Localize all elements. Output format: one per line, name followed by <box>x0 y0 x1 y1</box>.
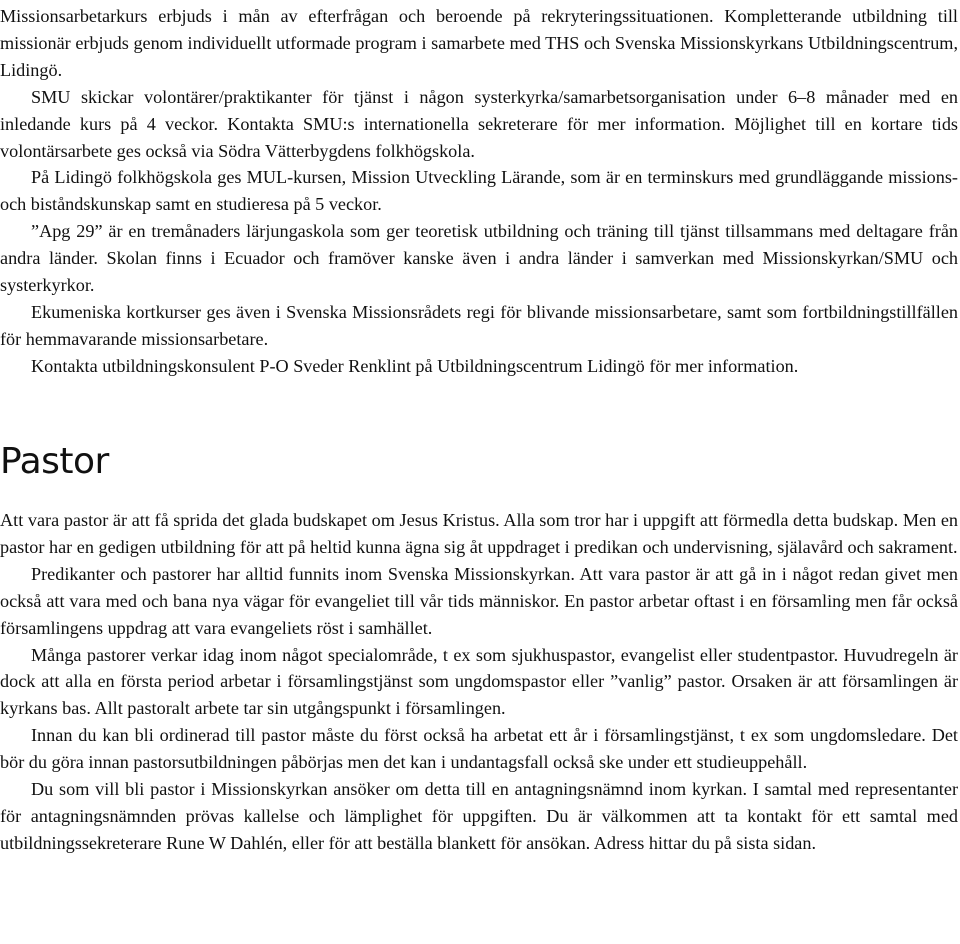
pastor-paragraph-3: Många pastorer verkar idag inom något specialområde, t ex som sjukhuspastor, evangelist eller studentpastor. Huvudregeln är dock att alla en första period arbetar i församlingstjänst som ungdomspastor eller ”vanlig” pastor. Orsaken är att församlingen är kyrkans bas. Allt pastoralt arbete tar sin utgångspunkt i församlingen. <box>0 644 958 719</box>
pastor-paragraph-1: Att vara pastor är att få sprida det glada budskapet om Jesus Kristus. Alla som tror har i uppgift att förmedla detta budskap. Men en pastor har en gedigen utbildning för att på heltid kunna ägna sig åt uppdraget i predikan och undervisning, själavård och sakrament. <box>0 510 958 557</box>
intro-paragraph-4: ”Apg 29” är en tremånaders lärjungaskola som ger teoretisk utbildning och träning till tjänst tillsammans med deltagare från andra länder. Skolan finns i Ecuador och framöver kanske även i andra länder i samverkan med Missionskyrkan/SMU och systerkyrkor. <box>0 221 958 296</box>
intro-paragraph-1: Missionsarbetarkurs erbjuds i mån av efterfrågan och beroende på rekryteringssituationen. Kompletterande utbildning till missionär erbjuds genom individuellt utformade program i samarbete med THS och Svenska Missionskyrkans Utbildningscentrum, Lidingö. <box>0 6 958 80</box>
pastor-paragraph-4: Innan du kan bli ordinerad till pastor måste du först också ha arbetat ett år i församlingstjänst, t ex som ungdomsledare. Det bör du göra innan pastorsutbildningen påbörjas men det kan i undantagsfall också ske under ett studieuppehåll. <box>0 725 958 773</box>
pastor-section <box>0 507 958 857</box>
pastor-paragraph-2: Predikanter och pastorer har alltid funnits inom Svenska Missionskyrkan. Att vara pastor är att gå in i något redan givet men också att vara med och bana nya vägar för evangeliet till vår tids människor. En pastor arbetar oftast i en församling men får också församlingens uppdrag att vara evangeliets röst i samhället. <box>0 563 958 638</box>
intro-paragraph-6: Kontakta utbildningskonsulent P-O Sveder Renklint på Utbildningscentrum Lidingö för mer information. <box>31 355 799 376</box>
pastor-paragraph-5: Du som vill bli pastor i Missionskyrkan ansöker om detta till en antagningsnämnd inom kyrkan. I samtal med representanter för antagningsnämnden prövas kallelse och lämplighet för uppgiften. Du är välkommen att ta kontakt för ett samtal med utbildningssekreterare Rune W Dahlén, eller för att beställa blankett för ansökan. Adress hittar du på sista sidan. <box>0 779 958 853</box>
intro-section <box>0 3 958 380</box>
intro-paragraph-3: På Lidingö folkhögskola ges MUL-kursen, Mission Utveckling Lärande, som är en terminskurs med grundläggande missions- och biståndskunskap samt en studieresa på 5 veckor. <box>0 167 958 215</box>
section-heading-pastor: Pastor <box>0 441 109 482</box>
intro-paragraph-2: SMU skickar volontärer/praktikanter för tjänst i någon systerkyrka/samarbetsorganisation under 6–8 månader med en inledande kurs på 4 veckor. Kontakta SMU:s internationella sekreterare för mer information. Möjlighet till en kortare tids volontärsarbete ges också via Södra Vätterbygdens folkhögskola. <box>0 86 958 161</box>
intro-paragraph-5: Ekumeniska kortkurser ges även i Svenska Missionsrådets regi för blivande missionsarbetare, samt som fortbildningstillfällen för hemmavarande missionsarbetare. <box>0 301 958 349</box>
